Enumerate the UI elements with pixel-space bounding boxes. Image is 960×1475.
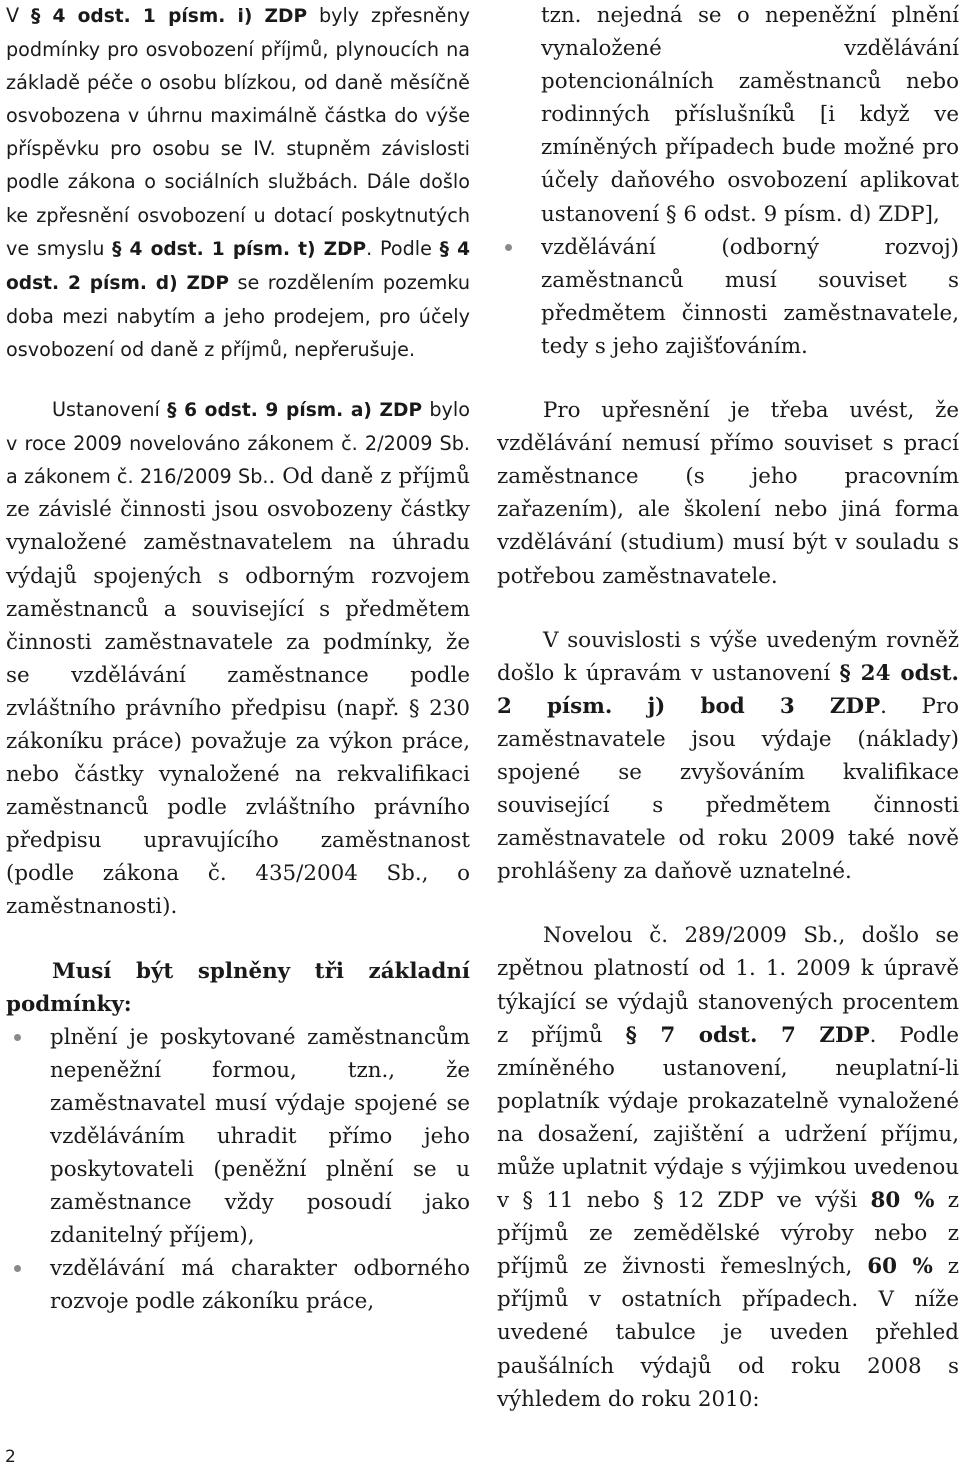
law-reference: § 6 odst. 9 písm. a) ZDP <box>167 400 423 422</box>
law-reference: § 4 odst. 1 písm. t) ZDP <box>112 238 367 260</box>
law-reference: § 24 odst. 2 písm. j) bod 3 ZDP <box>497 660 960 719</box>
text: z příjmů v ostatních případech. V níže uvedené tabulce je uveden přehled paušálních výdajů od roku 2008 s výhledem do roku 2010: <box>497 1254 959 1412</box>
law-reference: § 4 odst. 2 písm. d) ZDP <box>6 238 471 294</box>
list-item: vzdělávání (odborný rozvoj) zaměstnanců musí souviset s předmětem činnosti zaměstnavatele, tedy s jeho zajišťováním. <box>497 231 959 363</box>
text: z příjmů ze zemědělské výroby nebo z příjmů ze živnosti řemeslných, <box>497 1188 959 1280</box>
right-column <box>497 0 959 1416</box>
conditions-list <box>6 1021 470 1319</box>
text: V <box>6 4 31 27</box>
text: . Pro zaměstnavatele jsou výdaje (náklady) spojené se zvyšováním kvalifikace související s předmětem činnosti zaměstnavatele od roku 2009 také nově prohlášeny za daňově uznatelné. <box>497 693 959 885</box>
page-number: 2 <box>5 1447 16 1467</box>
text: se rozdělením pozemku doba mezi nabytím a jeho prodejem, pro účely osvobození od daně z příjmů, nepřerušuje. <box>6 270 470 361</box>
list-item: plnění je poskytované zaměstnancům nepeněžní formou, tzn., že zaměstnavatel musí výdaje spojené se vzděláváním uhradit přímo jeho poskytovateli (peněžní plnění se u zaměstnance vždy posoudí jako zdanitelný příjem), <box>6 1021 470 1253</box>
conditions-heading: Musí být splněny tři základní podmínky: <box>6 958 470 1017</box>
text: byly zpřesněny podmínky pro osvobození příjmů, plynoucích na základě péče o osobu blízkou, od daně měsíčně osvobozena v úhrnu maximálně částka do výše příspěvku pro osobu se IV. stupněm závislosti podle zákona o sociálních službách. Dále došlo ke zpřesnění osvobození u dotací poskytnutých ve smyslu <box>6 4 471 260</box>
paragraph-novela <box>497 919 959 1415</box>
law-reference: § 7 odst. 7 ZDP <box>625 1022 870 1048</box>
text: Novelou č. 289/2009 Sb., došlo se zpětnou platností od 1. 1. 2009 k úpravě týkající se výdajů stanovených procentem z příjmů <box>497 923 959 1048</box>
percentage: 60 % <box>867 1254 933 1280</box>
text: bylo v roce 2009 novelováno zákonem č. 2/2009 Sb. a zákonem č. 216/2009 Sb. <box>6 398 470 489</box>
text: V souvislosti s výše uvedeným rovněž došlo k úpravám v ustanovení <box>497 627 959 686</box>
paragraph-osvobozeni <box>6 0 470 366</box>
conditions-list-continued <box>497 231 959 363</box>
text: . Od daně z příjmů ze závislé činnosti jsou osvobozeny částky vynaložené zaměstnavatelem na úhradu výdajů spojených s odborným rozvojem zaměstnanců a související s předmětem činnosti zaměstnavatele za podmínky, že se vzdělávání zaměstnance podle zvláštního právního předpisu (např. § 230 zákoníku práce) považuje za výkon práce, nebo částky vynaložené na rekvalifikaci zaměstnanců podle zvláštního právního předpisu upravujícího zaměstnanost (podle zákona č. 435/2004 Sb., o zaměstnanosti). <box>6 464 470 920</box>
left-column <box>6 0 470 1319</box>
text: . Podle zmíněného ustanovení, neuplatní-li poplatník výdaje prokazatelně vynaložené na dosažení, zajištění a udržení příjmu, může uplatnit výdaje s výjimkou uvedenou v § 11 nebo § 12 ZDP ve výši <box>497 1022 959 1214</box>
list-item-continuation: tzn. nejedná se o nepeněžní plnění vynaložené vzdělávání potencionálních zaměstnanců nebo rodinných příslušníků [i když ve zmíněných případech bude možné pro účely daňového osvobození aplikovat ustanovení § 6 odst. 9 písm. d) ZDP], <box>541 3 959 227</box>
list-item: vzdělávání má charakter odborného rozvoje podle zákoníku práce, <box>6 1252 470 1318</box>
paragraph-upresneni: Pro upřesnění je třeba uvést, že vzdělávání nemusí přímo souviset s prací zaměstnance (s jeho pracovním zařazením), ale školení nebo jiná forma vzdělávání (studium) musí být v souladu s potřebou zaměstnavatele. <box>497 398 959 589</box>
paragraph-ustanoveni <box>6 393 470 924</box>
law-reference: § 4 odst. 1 písm. i) ZDP <box>30 6 308 27</box>
text: Ustanovení <box>52 398 168 422</box>
text: . Podle <box>366 236 440 260</box>
paragraph-souvislost <box>497 624 959 889</box>
percentage: 80 % <box>870 1188 935 1214</box>
